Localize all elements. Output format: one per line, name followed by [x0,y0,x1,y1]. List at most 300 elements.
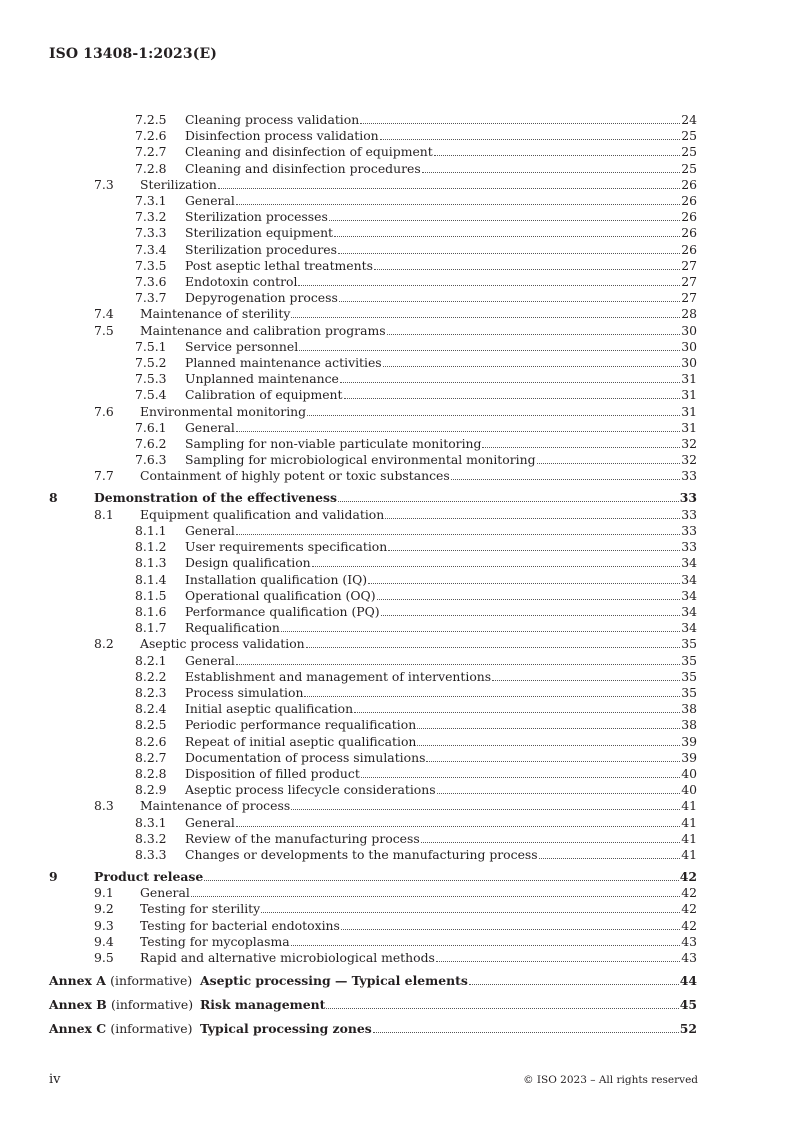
toc-entry-number: 7.2.6 [135,128,167,144]
toc-entry[interactable] [0,209,793,225]
toc-leader-dots [374,258,680,270]
toc-entry-line [185,436,697,452]
document-id: ISO 13408-1:2023(E) [49,46,217,62]
toc-entry-number: 8.2.5 [135,717,167,733]
toc-entry-number: 7.4 [94,306,114,322]
toc-entry-line [185,653,697,669]
toc-entry-page: 26 [681,209,697,225]
toc-entry-page: 35 [681,636,697,652]
toc-entry-line [185,831,697,847]
toc-entry-line [185,290,697,306]
toc-entry-page: 34 [681,587,697,603]
toc-entry-title: Disposition of filled product [185,765,360,781]
toc-entry-page: 52 [679,1021,697,1036]
toc-entry-title: Testing for mycoplasma [140,933,290,949]
toc-entry[interactable] [0,387,793,403]
toc-entry[interactable] [0,717,793,733]
toc-entry-title: Design qualification [185,555,311,571]
toc-entry-title: General [185,193,235,208]
toc-leader-dots [387,323,681,335]
toc-leader-dots [291,798,680,810]
toc-annex-entry[interactable] [0,1021,793,1037]
toc-entry-number: 8.1.3 [135,555,167,571]
toc-entry[interactable] [0,128,793,144]
toc-entry-page: 26 [681,225,697,241]
toc-entry-number: 9.2 [94,901,114,917]
toc-entry[interactable] [0,258,793,274]
toc-entry-line [185,274,697,290]
toc-entry-line [185,193,697,209]
toc-entry-number: 7.6.1 [135,419,167,435]
toc-entry-title: Sterilization [140,176,217,192]
toc-entry-number: 8.1.2 [135,539,167,555]
toc-entry-page: 41 [681,798,697,814]
toc-entry-page: 32 [681,452,697,468]
toc-entry-page: 35 [681,668,697,684]
toc-entry[interactable] [0,371,793,387]
toc-entry-number: 7.5.4 [135,387,167,403]
toc-entry[interactable] [0,507,793,523]
toc-entry[interactable] [0,177,793,193]
toc-annex-entry[interactable] [0,973,793,989]
toc-leader-dots [354,701,680,713]
toc-entry-page: 38 [681,717,697,733]
toc-entry[interactable] [0,572,793,588]
toc-entry-line [185,717,697,733]
toc-entry-title: Initial aseptic qualification [185,701,354,717]
toc-entry[interactable] [0,523,793,539]
toc-entry-page: 31 [681,419,697,435]
toc-entry-number: 8 [49,490,58,506]
toc-entry[interactable] [0,901,793,917]
toc-entry[interactable] [0,555,793,571]
toc-entry-title: Testing for sterility [140,901,261,917]
toc-leader-dots [281,620,680,632]
toc-entry-title: User requirements specification [185,539,388,555]
toc-entry[interactable] [0,420,793,436]
toc-entry-line [185,144,697,160]
toc-leader-dots [469,973,679,985]
toc-entry[interactable] [0,604,793,620]
toc-entry-page: 26 [681,176,697,192]
toc-entry-number: 7.6 [94,403,114,419]
toc-entry[interactable] [0,355,793,371]
toc-entry[interactable] [0,436,793,452]
toc-entry-page: 40 [681,765,697,781]
toc-entry-title: Cleaning and disinfection of equipment [185,144,433,160]
toc-entry-title: Installation qualification (IQ) [185,571,368,587]
toc-entry-number: 7.5 [94,322,114,338]
toc-entry-title: Containment of highly potent or toxic substances [140,468,450,484]
toc-entry[interactable] [0,161,793,177]
toc-entry-title: Process simulation [185,684,304,700]
toc-entry-page: 27 [681,290,697,306]
toc-entry-page: 33 [679,490,697,506]
toc-entry-title: Sterilization equipment [185,225,334,241]
toc-entry[interactable] [0,290,793,306]
toc-leader-dots [368,572,680,584]
toc-entry-page: 30 [681,355,697,370]
toc-entry[interactable] [0,669,793,685]
toc-entry-page: 26 [681,193,697,208]
toc-entry-page: 35 [681,684,697,700]
toc-entry-number: 8.1.7 [135,620,167,636]
toc-leader-dots [377,588,681,600]
toc-entry[interactable] [0,452,793,468]
toc-entry-number: 8.2.1 [135,652,167,668]
toc-entry-number: 9 [49,868,58,884]
toc-leader-dots [338,242,680,254]
toc-entry-page: 44 [679,973,697,988]
toc-entry-page: 41 [681,846,697,862]
toc-leader-dots [291,934,681,946]
toc-entry-page: 40 [681,782,697,798]
toc-entry-line [185,782,697,798]
toc-entry-title: General [185,522,235,538]
toc-entry-line [185,734,697,750]
toc-entry-line [185,371,697,387]
toc-entry[interactable] [0,112,793,128]
toc-entry-title: Disinfection process validation [185,128,379,144]
toc-entry[interactable] [0,885,793,901]
toc-leader-dots [537,452,681,464]
toc-entry-line [140,507,697,523]
toc-entry[interactable] [0,950,793,966]
toc-leader-dots [417,734,680,746]
toc-entry-page: 34 [681,571,697,587]
toc-entry-title: Aseptic process lifecycle considerations [185,782,436,798]
toc-entry-title: Environmental monitoring [140,403,307,419]
toc-entry-line [185,701,697,717]
toc-entry-title: General [140,885,190,901]
toc-entry-number: 7.5.3 [135,371,167,387]
toc-entry-number: 8.2 [94,636,114,652]
toc-entry-number: 8.2.2 [135,668,167,684]
toc-entry-line [185,452,697,468]
toc-leader-dots [236,420,680,432]
toc-entry[interactable] [0,734,793,750]
toc-entry-line [140,404,697,420]
toc-entry-page: 38 [681,701,697,717]
toc-entry-page: 43 [681,933,697,949]
toc-entry-page: 24 [681,112,697,127]
toc-entry[interactable] [0,636,793,652]
toc-entry[interactable] [0,490,793,506]
toc-entry[interactable] [0,539,793,555]
toc-entry[interactable] [0,766,793,782]
toc-entry-line [185,112,697,128]
toc-entry-line [185,815,697,831]
toc-entry-line [185,750,697,766]
toc-entry[interactable] [0,701,793,717]
toc-entry-title: Testing for bacterial endotoxins [140,917,340,933]
toc-entry-line [185,604,697,620]
page-number: iv [49,1072,61,1087]
toc-entry-number [49,1021,192,1037]
toc-entry-title: Unplanned maintenance [185,371,339,387]
annex-qualifier: (informative) [110,973,193,988]
toc-entry[interactable] [0,815,793,831]
toc-entry-title: Aseptic process validation [140,636,305,652]
toc-entry-number: 8.2.9 [135,782,167,798]
toc-entry[interactable] [0,750,793,766]
toc-entry-number: 8.1 [94,506,114,522]
toc-entry-page: 33 [681,522,697,538]
toc-entry[interactable] [0,869,793,885]
toc-entry[interactable] [0,588,793,604]
toc-leader-dots [299,339,680,351]
toc-entry-title: Sterilization procedures [185,241,337,257]
toc-entry-title: Periodic performance requalification [185,717,417,733]
toc-entry-line [185,161,697,177]
toc-entry-line [185,128,697,144]
toc-leader-dots [339,290,680,302]
toc-leader-dots [338,490,679,502]
toc-entry-line [140,885,697,901]
toc-entry-number: 7.6.2 [135,436,167,451]
toc-entry-line [185,572,697,588]
toc-leader-dots [312,555,681,567]
toc-entry-title: Rapid and alternative microbiological methods [140,950,435,965]
toc-entry-number: 7.6.3 [135,452,167,468]
toc-entry[interactable] [0,934,793,950]
toc-entry-page: 39 [681,749,697,765]
toc-leader-dots [236,653,680,665]
toc-entry[interactable] [0,339,793,355]
toc-entry-number: 8.1.1 [135,522,167,538]
toc-entry-number: 8.2.8 [135,765,167,781]
toc-entry[interactable] [0,468,793,484]
toc-entry[interactable] [0,620,793,636]
toc-entry-page: 34 [681,555,697,571]
toc-entry-line [185,620,697,636]
annex-qualifier: (informative) [111,997,194,1012]
toc-entry-title: General [185,652,235,668]
annex-label: Annex A [49,973,106,988]
toc-leader-dots [360,112,680,124]
toc-annex-entry[interactable] [0,997,793,1013]
toc-entry-line [185,523,697,539]
toc-entry-line [140,918,697,934]
toc-entry-number: 7.5.2 [135,355,167,370]
toc-leader-dots [451,468,680,480]
toc-entry[interactable] [0,653,793,669]
toc-entry[interactable] [0,831,793,847]
toc-leader-dots [236,815,680,827]
toc-entry-line [140,950,697,966]
toc-entry-page: 26 [681,241,697,257]
toc-entry-line [94,869,697,885]
toc-entry-title: Documentation of process simulations [185,749,426,765]
toc-entry-page: 35 [681,652,697,668]
toc-leader-dots [218,177,680,189]
toc-entry-title: Product release [94,868,204,884]
toc-entry-number: 8.2.4 [135,701,167,717]
toc-entry-number: 7.5.1 [135,338,167,354]
toc-entry-page: 33 [681,539,697,555]
toc-entry-line [185,225,697,241]
toc-leader-dots [329,209,680,221]
toc-entry-number: 7.3.7 [135,290,167,306]
toc-entry-number: 8.1.6 [135,603,167,619]
toc-leader-dots [492,669,680,681]
toc-entry-line [200,1021,697,1037]
toc-entry[interactable] [0,306,793,322]
toc-entry-page: 42 [681,885,697,901]
toc-entry-page: 25 [681,160,697,176]
toc-leader-dots [298,274,680,286]
toc-entry-number: 7.3.5 [135,257,167,273]
toc-entry-title: General [185,814,235,830]
toc-leader-dots [261,901,680,913]
toc-entry-number: 8.2.3 [135,684,167,700]
toc-entry-page: 42 [679,868,697,884]
toc-entry-title: Establishment and management of interventions [185,668,492,684]
toc-entry[interactable] [0,274,793,290]
toc-entry-title: Demonstration of the effectiveness [94,490,337,506]
toc-entry-line [140,468,697,484]
toc-entry-page: 41 [681,830,697,846]
toc-entry-number: 7.2.5 [135,112,167,127]
toc-entry-number: 7.7 [94,468,114,484]
toc-leader-dots [306,636,681,648]
toc-entry-title: Post aseptic lethal treatments [185,257,373,273]
toc-entry-line [140,177,697,193]
toc-entry-line [140,934,697,950]
toc-leader-dots [373,1021,679,1033]
toc-entry-number: 8.1.4 [135,571,167,587]
toc-entry-line [140,636,697,652]
toc-entry-title: Maintenance and calibration programs [140,322,386,338]
toc-entry-line [140,901,697,917]
toc-entry[interactable] [0,782,793,798]
toc-leader-dots [421,831,680,843]
toc-entry-title: General [185,419,235,435]
toc-entry[interactable] [0,847,793,863]
toc-leader-dots [326,997,678,1009]
toc-entry-number: 7.2.8 [135,160,167,176]
toc-entry[interactable] [0,918,793,934]
toc-entry-page: 30 [681,322,697,338]
toc-entry[interactable] [0,323,793,339]
toc-entry-number: 7.3.6 [135,274,167,289]
toc-leader-dots [380,128,681,140]
toc-entry-number: 8.3 [94,798,114,814]
toc-entry-page: 34 [681,603,697,619]
toc-entry-title: Service personnel [185,338,299,354]
toc-entry-page: 34 [681,620,697,636]
toc-leader-dots [436,950,680,962]
toc-leader-dots [307,404,680,416]
toc-entry-title: Cleaning process validation [185,112,360,127]
toc-leader-dots [381,604,681,616]
toc-entry-title: Changes or developments to the manufacturing process [185,846,538,862]
toc-entry-number: 9.1 [94,885,114,901]
toc-entry-page: 32 [681,436,697,451]
toc-entry-title: Typical processing zones [200,1021,372,1036]
toc-entry-number [49,997,193,1013]
toc-entry[interactable] [0,798,793,814]
toc-entry-number: 8.1.5 [135,587,167,603]
toc-entry-line [185,685,697,701]
toc-entry-number: 7.2.7 [135,144,167,160]
toc-leader-dots [341,918,680,930]
toc-entry-line [185,669,697,685]
toc-entry-page: 42 [681,917,697,933]
toc-leader-dots [426,750,680,762]
toc-entry-number: 9.3 [94,917,114,933]
toc-entry-title: Sterilization processes [185,209,328,225]
toc-leader-dots [304,685,680,697]
toc-entry-page: 27 [681,257,697,273]
toc-entry-page: 25 [681,128,697,144]
toc-leader-dots [291,306,680,318]
toc-leader-dots [417,717,680,729]
toc-entry-line [185,588,697,604]
toc-leader-dots [204,869,678,881]
toc-entry-title: Sampling for non-viable particulate monitoring [185,436,482,451]
toc-entry-number: 8.2.6 [135,733,167,749]
toc-entry-number: 7.3.2 [135,209,167,225]
toc-entry[interactable] [0,685,793,701]
toc-entry-line [140,798,697,814]
toc-entry-title: Performance qualification (PQ) [185,603,380,619]
annex-qualifier: (informative) [110,1021,193,1036]
toc-leader-dots [344,387,681,399]
toc-entry[interactable] [0,242,793,258]
toc-entry-title: Repeat of initial aseptic qualification [185,733,417,749]
toc-entry-number: 7.3 [94,176,114,192]
toc-entry-number: 9.4 [94,933,114,949]
toc-entry-title: Planned maintenance activities [185,355,382,370]
toc-entry-number: 9.5 [94,950,114,965]
toc-entry[interactable] [0,144,793,160]
toc-leader-dots [340,371,680,383]
toc-leader-dots [236,193,680,205]
toc-entry-title: Equipment qualification and validation [140,506,385,522]
toc-leader-dots [434,144,680,156]
toc-entry-title: Sampling for microbiological environmental monitoring [185,452,536,468]
toc-entry-line [185,209,697,225]
toc-entry[interactable] [0,225,793,241]
toc-entry-title: Maintenance of process [140,798,291,814]
toc-leader-dots [361,766,680,778]
toc-entry[interactable] [0,404,793,420]
toc-entry-number: 7.3.1 [135,193,167,208]
toc-leader-dots [191,885,680,897]
toc-entry-line [185,339,697,355]
toc-entry-line [185,420,697,436]
toc-entry-title: Depyrogenation process [185,290,338,306]
toc-entry-line [185,766,697,782]
copyright-notice: © ISO 2023 – All rights reserved [523,1074,698,1086]
toc-leader-dots [388,539,680,551]
toc-entry-page: 43 [681,950,697,965]
toc-entry-title: Requalification [185,620,280,636]
toc-entry-title: Cleaning and disinfection procedures [185,160,421,176]
toc-entry-title: Endotoxin control [185,274,298,289]
toc-entry-number: 7.3.3 [135,225,167,241]
toc-entry[interactable] [0,193,793,209]
toc-leader-dots [422,161,681,173]
annex-label: Annex C [49,1021,107,1036]
toc-entry-line [185,539,697,555]
toc-entry-line [185,242,697,258]
toc-entry-line [185,387,697,403]
toc-entry-page: 31 [681,387,697,403]
toc-entry-title: Aseptic processing — Typical elements [200,973,468,988]
toc-entry-line [200,997,697,1013]
